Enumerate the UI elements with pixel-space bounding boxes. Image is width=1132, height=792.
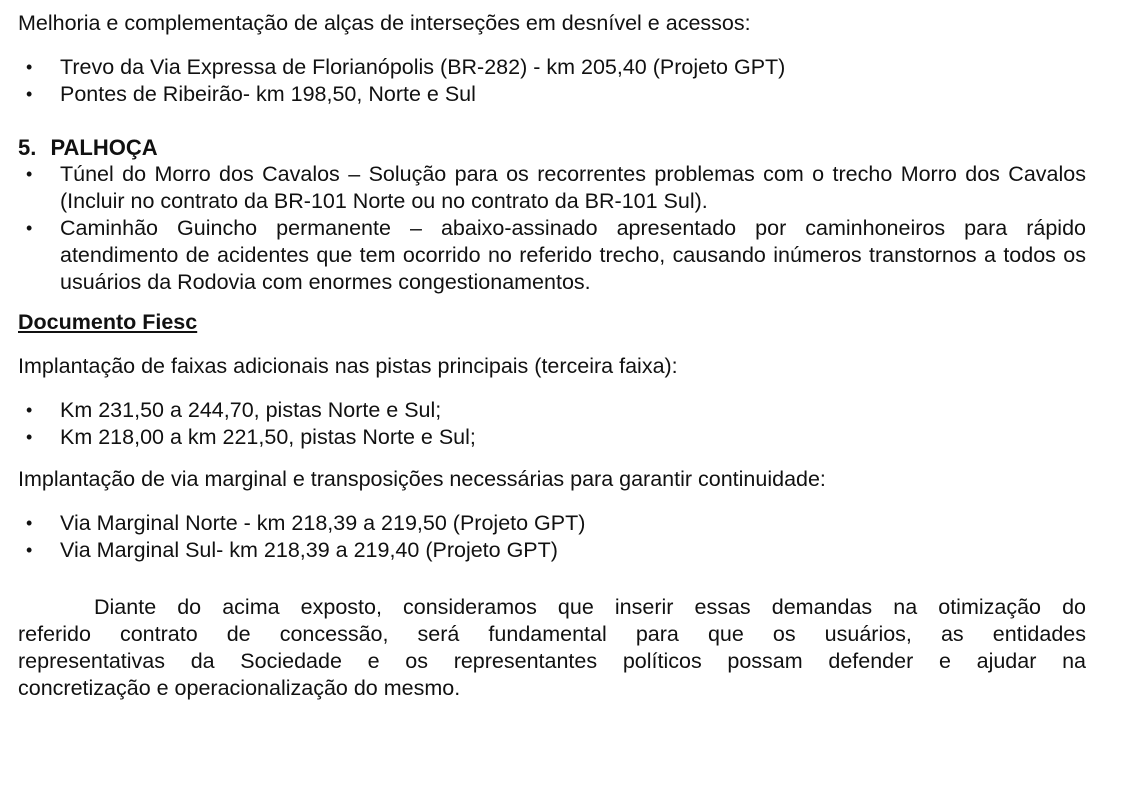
list-item bbox=[18, 215, 1108, 296]
list-item-text: Km 218,00 a km 221,50, pistas Norte e Sul; bbox=[60, 425, 476, 449]
list-item bbox=[18, 510, 1108, 537]
bullet-icon: • bbox=[26, 164, 33, 184]
list-item-text: Via Marginal Norte - km 218,39 a 219,50 (Projeto GPT) bbox=[60, 511, 586, 535]
list-item bbox=[18, 81, 1108, 108]
list-item bbox=[18, 397, 1108, 424]
list-item-text: Caminhão Guincho permanente – abaixo-assinado apresentado por caminhoneiros para rápido atendimento de acidentes que tem ocorrido no referido trecho, causando inúmeros transtornos a todos os usuários da Rodovia com enormes congestionamentos. bbox=[60, 216, 1086, 294]
list-item-text: Pontes de Ribeirão- km 198,50, Norte e Sul bbox=[60, 82, 476, 106]
closing-line: concretização e operacionalização do mesmo. bbox=[18, 676, 461, 700]
faixas-heading: Implantação de faixas adicionais nas pistas principais (terceira faixa): bbox=[18, 354, 678, 378]
closing-line: representativas da Sociedade e os representantes políticos possam defender e ajudar na bbox=[18, 649, 1086, 673]
closing-paragraph bbox=[18, 594, 1108, 702]
intro-bullet-list bbox=[18, 54, 1108, 108]
list-item bbox=[18, 424, 1108, 451]
marginal-heading: Implantação de via marginal e transposições necessárias para garantir continuidade: bbox=[18, 467, 826, 491]
list-item-text: Via Marginal Sul- km 218,39 a 219,40 (Projeto GPT) bbox=[60, 538, 558, 562]
marginal-bullet-list bbox=[18, 510, 1108, 564]
bullet-icon: • bbox=[26, 84, 33, 104]
bullet-icon: • bbox=[26, 540, 33, 560]
list-item bbox=[18, 537, 1108, 564]
bullet-icon: • bbox=[26, 400, 33, 420]
faixas-bullet-list bbox=[18, 397, 1108, 451]
closing-line: referido contrato de concessão, será fundamental para que os usuários, as entidades bbox=[18, 622, 1086, 646]
list-item bbox=[18, 54, 1108, 81]
section-number: 5. bbox=[18, 135, 37, 160]
section-title: PALHOÇA bbox=[50, 135, 158, 160]
list-item-text: Trevo da Via Expressa de Florianópolis (BR-282) - km 205,40 (Projeto GPT) bbox=[60, 55, 786, 79]
closing-line: Diante do acima exposto, consideramos que inserir essas demandas na otimização do bbox=[94, 595, 1086, 619]
document-subtitle: Documento Fiesc bbox=[18, 310, 198, 334]
list-item-text: Túnel do Morro dos Cavalos – Solução para os recorrentes problemas com o trecho Morro dos Cavalos (Incluir no contrato da BR-101 Norte ou no contrato da BR-101 Sul). bbox=[60, 162, 1086, 213]
bullet-icon: • bbox=[26, 57, 33, 77]
section-heading bbox=[18, 134, 1108, 161]
list-item-text: Km 231,50 a 244,70, pistas Norte e Sul; bbox=[60, 398, 442, 422]
section-bullet-list bbox=[18, 161, 1108, 296]
intro-heading: Melhoria e complementação de alças de interseções em desnível e acessos: bbox=[18, 11, 751, 35]
bullet-icon: • bbox=[26, 427, 33, 447]
list-item bbox=[18, 161, 1108, 215]
bullet-icon: • bbox=[26, 218, 33, 238]
bullet-icon: • bbox=[26, 513, 33, 533]
document-page bbox=[18, 10, 1108, 702]
